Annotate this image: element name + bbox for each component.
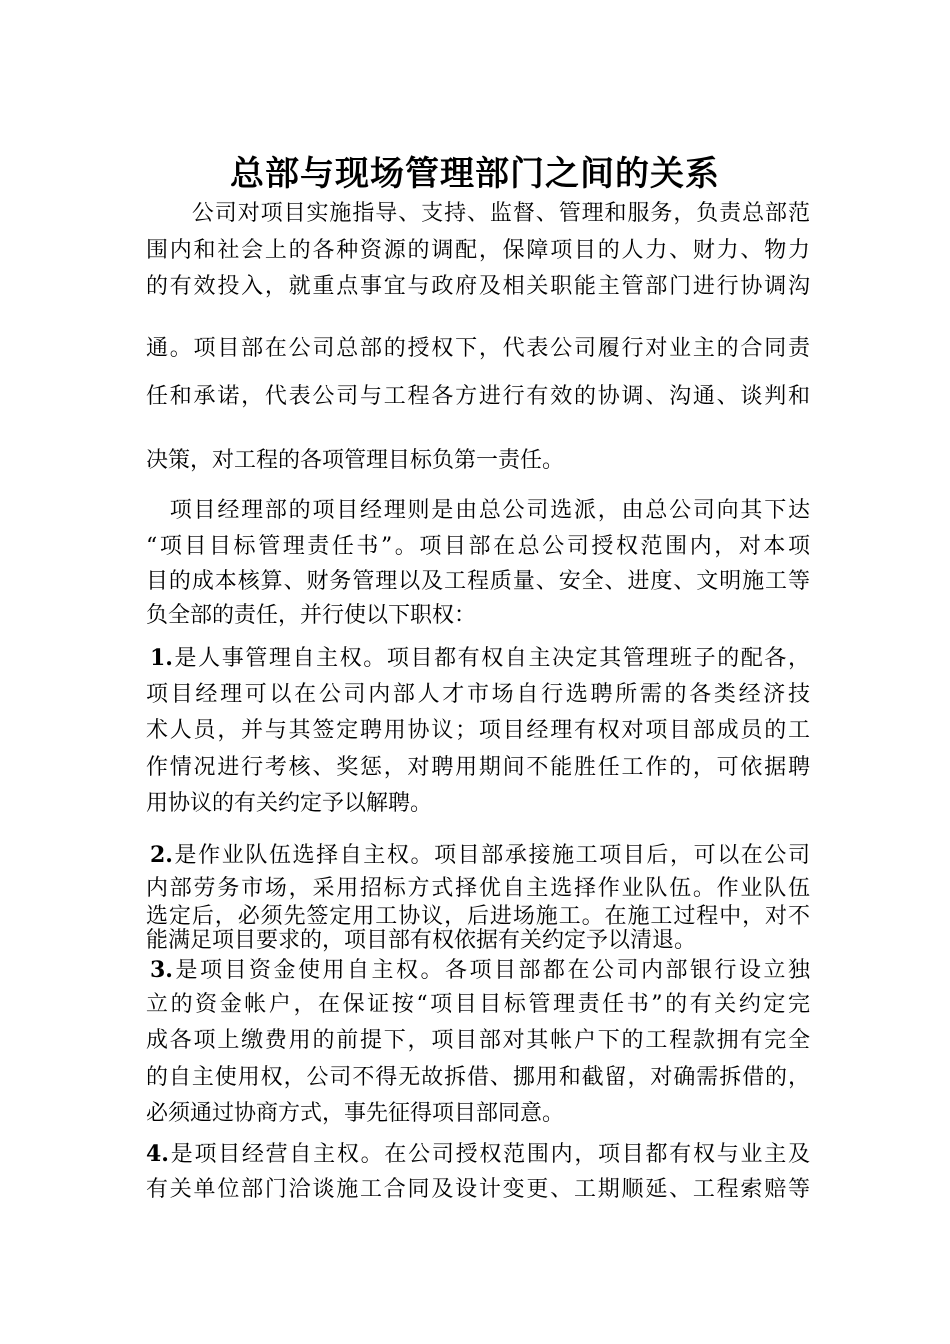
- text-line: 项目经理部的项目经理则是由总公司选派，由总公司向其下达: [146, 498, 810, 523]
- text-line: 内部劳务市场，采用招标方式择优自主选择作业队伍。作业队伍: [146, 876, 810, 901]
- text-line: 有关单位部门洽谈施工合同及设计变更、工期顺延、工程索赔等: [146, 1177, 810, 1202]
- item-number: 3.: [150, 957, 173, 983]
- text-line: 术人员，并与其签定聘用协议；项目经理有权对项目部成员的工: [146, 718, 810, 743]
- list-item-2-first-line: 2.是作业队伍选择自主权。项目部承接施工项目后，可以在公司: [150, 842, 810, 868]
- text-line: 通。项目部在公司总部的授权下，代表公司履行对业主的合同责: [146, 336, 810, 361]
- item-number: 4.: [146, 1141, 169, 1167]
- text-line: 的自主使用权，公司不得无故拆借、挪用和截留，对确需拆借的，: [146, 1065, 810, 1090]
- text-line: “项目目标管理责任书”。项目部在总公司授权范围内，对本项: [146, 534, 810, 559]
- list-item-4-first-line: 4.是项目经营自主权。在公司授权范围内，项目都有权与业主及: [146, 1141, 810, 1167]
- text-line: 立的资金帐户，在保证按“项目目标管理责任书”的有关约定完: [146, 992, 810, 1017]
- text-line: 负全部的责任，并行使以下职权：: [146, 603, 477, 628]
- item-number: 1.: [150, 645, 173, 671]
- text-line: 任和承诺，代表公司与工程各方进行有效的协调、沟通、谈判和: [146, 384, 810, 409]
- text-line: 围内和社会上的各种资源的调配，保障项目的人力、财力、物力: [146, 238, 810, 263]
- text-line: 目的成本核算、财务管理以及工程质量、安全、进度、文明施工等: [146, 569, 810, 594]
- text-line: 必须通过协商方式，事先征得项目部同意。: [146, 1101, 565, 1126]
- text-line: 决策，对工程的各项管理目标负第一责任。: [146, 448, 565, 473]
- text-line: 用协议的有关约定予以解聘。: [146, 791, 433, 816]
- list-item-3-first-line: 3.是项目资金使用自主权。各项目部都在公司内部银行设立独: [150, 957, 810, 983]
- text-line: 选定后，必须先签定用工协议，后进场施工。在施工过程中，对不: [146, 904, 810, 929]
- text-line: 能满足项目要求的，项目部有权依据有关约定予以清退。: [146, 928, 697, 953]
- item-number: 2.: [150, 842, 173, 868]
- text-line: 成各项上缴费用的前提下，项目部对其帐户下的工程款拥有完全: [146, 1028, 810, 1053]
- text-line: 的有效投入，就重点事宜与政府及相关职能主管部门进行协调沟: [146, 274, 810, 299]
- list-item-1-first-line: 1.是人事管理自主权。项目都有权自主决定其管理班子的配各，: [150, 645, 810, 671]
- text-line: 作情况进行考核、奖惩，对聘用期间不能胜任工作的，可依据聘: [146, 755, 810, 780]
- text-line: 项目经理可以在公司内部人才市场自行选聘所需的各类经济技: [146, 682, 810, 707]
- document-title: 总部与现场管理部门之间的关系: [230, 154, 720, 194]
- text-line: 公司对项目实施指导、支持、监督、管理和服务，负责总部范: [146, 201, 810, 226]
